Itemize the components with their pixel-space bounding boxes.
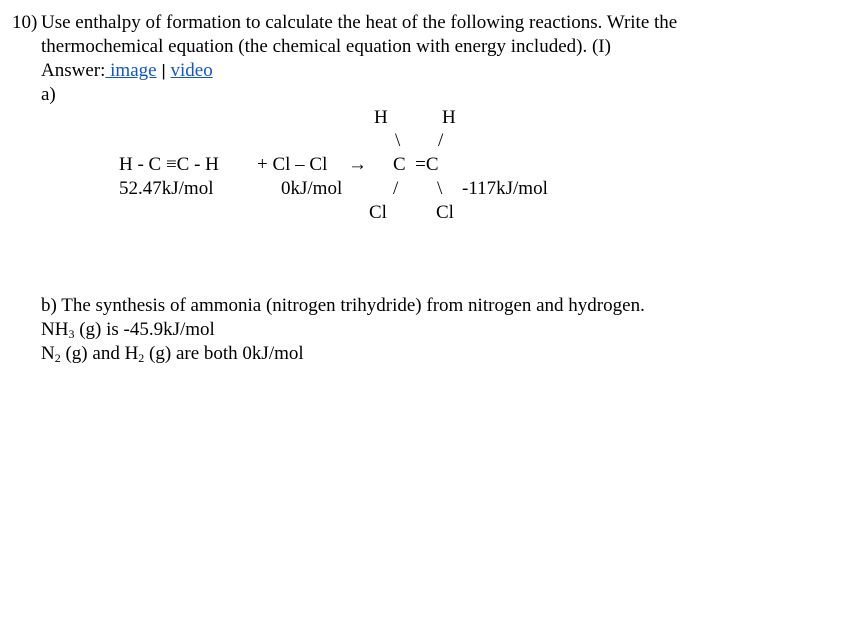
reactant1-formula: H - C ≡C - H [119,154,219,175]
product-top-right-atom: H [442,107,456,128]
answer-line [41,61,213,80]
answer-video-link[interactable]: video [170,60,213,81]
nh3-subscript: 3 [68,327,75,341]
h2-enthalpy-text: (g) are both 0kJ/mol [144,343,304,364]
reaction-arrow: → [348,154,367,175]
part-b-n2-h2-line [41,344,304,363]
product-enthalpy: -117kJ/mol [462,178,548,199]
h2-subscript: 2 [138,351,145,365]
product-top-right-bond: / [438,130,444,151]
answer-label: Answer: [41,60,106,81]
product-center: C =C [393,154,439,175]
question-text-line2: thermochemical equation (the chemical equation with energy included). (I) [41,36,611,57]
product-bottom-left-bond: / [393,178,399,199]
part-b-line1: b) The synthesis of ammonia (nitrogen trihydride) from nitrogen and hydrogen. [41,295,645,316]
reactant1-enthalpy: 52.47kJ/mol [119,178,214,199]
answer-separator: | [161,61,166,80]
product-top-left-atom: H [374,107,388,128]
part-a-label: a) [41,84,56,105]
n2-formula: N [41,343,55,364]
reactant2-formula: + Cl – Cl [257,154,328,175]
product-bottom-right-atom: Cl [436,202,454,223]
nh3-formula: NH [41,319,69,340]
product-bottom-left-atom: Cl [369,202,387,223]
part-b-nh3-line [41,320,215,339]
product-bottom-right-bond: \ [437,178,443,199]
question-text-line1: Use enthalpy of formation to calculate the heat of the following reactions. Write the [41,12,678,33]
nh3-enthalpy-text: (g) is -45.9kJ/mol [74,319,215,340]
n2-subscript: 2 [54,351,61,365]
question-number: 10) [12,12,38,33]
product-top-left-bond: \ [395,130,401,151]
n2-h2-text: (g) and H [60,343,139,364]
answer-image-link[interactable]: image [105,60,157,81]
reactant2-enthalpy: 0kJ/mol [281,178,343,199]
